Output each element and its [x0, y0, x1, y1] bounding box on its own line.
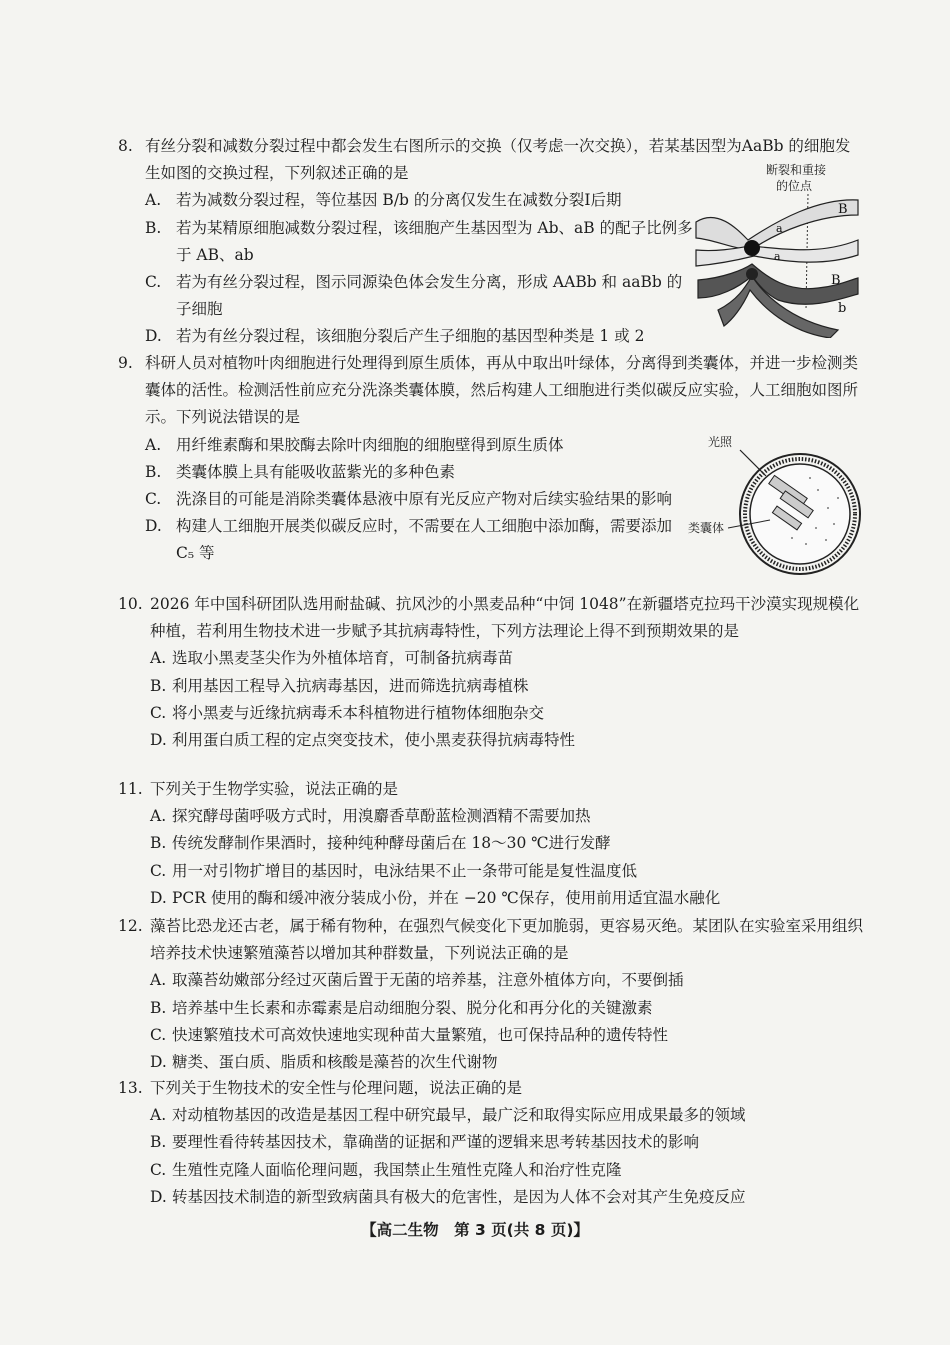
question-text: 有丝分裂和减数分裂过程中都会发生右图所示的交换（仅考虑一次交换），若某基因型为AaBb 的细胞发生如图的交换过程，下列叙述正确的是 [145, 137, 851, 183]
question-12 [118, 913, 863, 1076]
question-number: 9. [118, 354, 133, 372]
option-d: D. 构建人工细胞开展类似碳反应时，不需要在人工细胞中添加酶，需要添加 C₅ 等 [145, 517, 673, 563]
chromosome-crossover-figure [688, 160, 863, 338]
figure-label-bottom: 的位点 [776, 179, 813, 193]
question-number: 11. [118, 780, 143, 798]
option-d: D. 利用蛋白质工程的定点突变技术，使小黑麦获得抗病毒特性 [150, 731, 576, 750]
option-a: A. 取藻苔幼嫩部分经过灭菌后置于无菌的培养基，注意外植体方向，不要倒插 [150, 971, 684, 990]
question-text: 2026 年中国科研团队选用耐盐碱、抗风沙的小黑麦品种“中饲 1048”在新疆塔克拉玛干沙漠实现规模化种植，若利用生物技术进一步赋予其抗病毒特性，下列方法理论上得不到预期效果的是 [150, 595, 860, 641]
thylakoid-label: 类囊体 [688, 521, 725, 535]
option-a: A. 对动植物基因的改造是基因工程中研究最早，最广泛和取得实际应用成果最多的领域 [150, 1106, 746, 1125]
option-c: C. 将小黑麦与近缘抗病毒禾本科植物进行植物体细胞杂交 [150, 703, 545, 722]
option-d: D. 转基因技术制造的新型致病菌具有极大的危害性，是因为人体不会对其产生免疫反应 [150, 1187, 746, 1206]
gene-b-label: b [838, 301, 847, 316]
question-number: 13. [118, 1079, 143, 1097]
question-text: 科研人员对植物叶肉细胞进行处理得到原生质体，再从中取出叶绿体，分离得到类囊体，并进一步检测类囊体的活性。检测活性前应充分洗涤类囊体膜，然后构建人工细胞进行类似碳反应实验，人工细胞如图所示。下列说法错误的是 [145, 354, 859, 427]
question-stem [118, 913, 863, 967]
option-c: C. 洗涤目的可能是消除类囊体悬液中原有光反应产物对后续实验结果的影响 [145, 490, 673, 509]
question-text: 藻苔比恐龙还古老，属于稀有物种，在强烈气候变化下更加脆弱，更容易灭绝。某团队在实验室采用组织培养技术快速繁殖藻苔以增加其种群数量，下列说法正确的是 [150, 917, 864, 963]
gene-a-bottom: a [774, 250, 781, 263]
question-number: 12. [118, 917, 143, 935]
option-b: B. 利用基因工程导入抗病毒基因，进而筛选抗病毒植株 [150, 676, 529, 695]
question-number: 8. [118, 137, 133, 155]
question-text: 下列关于生物学实验，说法正确的是 [150, 780, 399, 798]
page-footer: 【高二生物 第 3 页(共 8 页)】 [361, 1221, 589, 1239]
option-b: B. 要理性看待转基因技术，靠确凿的证据和严谨的逻辑来思考转基因技术的影响 [150, 1133, 700, 1152]
light-label: 光照 [708, 435, 733, 449]
option-c: C. 快速繁殖技术可高效快速地实现种苗大量繁殖，也可保持品种的遗传特性 [150, 1025, 669, 1044]
option-a: A. 选取小黑麦茎尖作为外植体培育，可制备抗病毒苗 [150, 649, 514, 668]
option-a: A. 若为减数分裂过程，等位基因 B/b 的分离仅发生在减数分裂Ⅰ后期 [145, 191, 622, 210]
option-b: B. 若为某精原细胞减数分裂过程，该细胞产生基因型为 Ab、aB 的配子比例多于 AB、ab [145, 218, 693, 264]
gene-B-top: B [838, 202, 848, 217]
option-d: D. 若为有丝分裂过程，该细胞分裂后产生子细胞的基因型种类是 1 或 2 [145, 327, 645, 346]
question-10 [118, 591, 863, 754]
option-b: B. 传统发酵制作果酒时，接种纯种酵母菌后在 18～30 ℃进行发酵 [150, 834, 611, 853]
question-stem [118, 1075, 863, 1102]
question-stem [118, 591, 863, 645]
question-stem [118, 350, 863, 432]
question-11 [118, 776, 863, 912]
option-c: C. 用一对引物扩增目的基因时，电泳结果不止一条带可能是复性温度低 [150, 861, 638, 880]
option-c: C. 生殖性克隆人面临伦理问题，我国禁止生殖性克隆人和治疗性克隆 [150, 1160, 622, 1179]
gene-B-bottom: B [831, 273, 841, 288]
question-text: 下列关于生物技术的安全性与伦理问题，说法正确的是 [150, 1079, 523, 1097]
option-d: D. 糖类、蛋白质、脂质和核酸是藻苔的次生代谢物 [150, 1053, 498, 1072]
figure-label-top: 断裂和重接 [766, 163, 827, 177]
option-b: B. 培养基中生长素和赤霉素是启动细胞分裂、脱分化和再分化的关键激素 [150, 998, 653, 1017]
question-number: 10. [118, 595, 143, 613]
question-13 [118, 1075, 863, 1211]
question-stem [118, 776, 863, 803]
option-a: A. 用纤维素酶和果胶酶去除叶肉细胞的细胞壁得到原生质体 [145, 435, 564, 454]
option-a: A. 探究酵母菌呼吸方式时，用溴麝香草酚蓝检测酒精不需要加热 [150, 807, 591, 826]
option-d: D. PCR 使用的酶和缓冲液分装成小份，并在 −20 ℃保存，使用前用适宜温水融化 [150, 888, 721, 907]
option-c: C. 若为有丝分裂过程，图示同源染色体会发生分离，形成 AABb 和 aaBb 的子细胞 [145, 273, 683, 319]
artificial-cell-figure [688, 428, 863, 576]
option-b: B. 类囊体膜上具有能吸收蓝紫光的多种色素 [145, 462, 456, 481]
gene-a-top: a [776, 222, 783, 235]
